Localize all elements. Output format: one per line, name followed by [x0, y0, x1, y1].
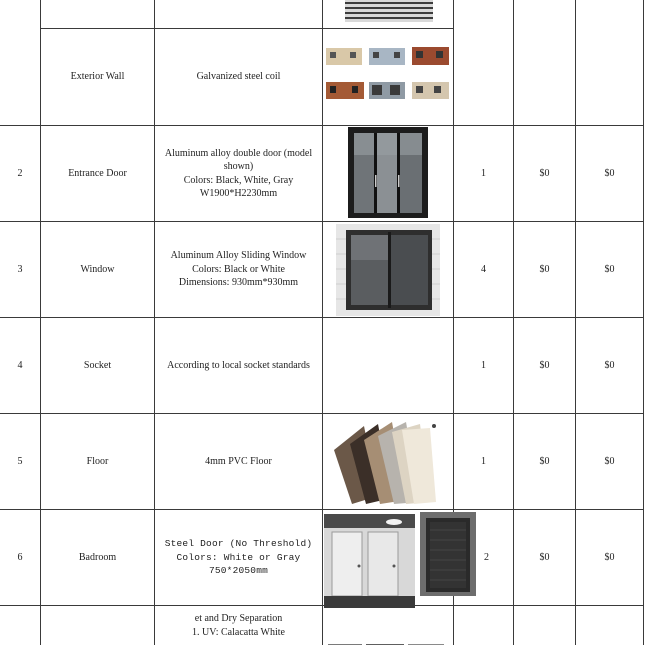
spec-cell [155, 29, 322, 125]
unit-price: $0 [539, 263, 550, 275]
spec-line: According to local socket standards [167, 359, 310, 371]
quantity-cell [454, 318, 513, 413]
total-price: $0 [604, 551, 615, 563]
row-number: 3 [17, 263, 23, 275]
quantity-cell [454, 222, 513, 317]
spec-cell [155, 414, 322, 509]
row-number: 6 [17, 551, 23, 563]
grid-line [0, 605, 644, 606]
unit-price: $0 [539, 167, 550, 179]
spec-line: shown) [223, 161, 254, 172]
total-price-cell [576, 414, 643, 509]
row-number-cell [0, 510, 40, 605]
quantity: 1 [481, 455, 486, 467]
row-number: 2 [17, 167, 23, 179]
item-name: Window [80, 263, 115, 275]
total-price-cell [576, 510, 643, 605]
spec-cell [155, 222, 322, 317]
sliding-window-photo [336, 224, 440, 316]
spec-line: W1900*H2230mm [199, 188, 278, 199]
item-name: Exterior Wall [70, 71, 125, 83]
total-price: $0 [604, 263, 615, 275]
spec-line: 1. UV: Calacatta White [192, 626, 285, 638]
spec-cell [155, 318, 322, 413]
row-number-cell [0, 318, 40, 413]
item-cell [41, 318, 154, 413]
item-cell [41, 29, 154, 125]
container-house-thumbnails [324, 40, 451, 106]
quantity: 1 [481, 359, 486, 371]
spec-line: Aluminum alloy double door (model [164, 147, 313, 159]
row-number-cell [0, 414, 40, 509]
bathroom-photo-partial [328, 638, 446, 645]
total-price: $0 [604, 167, 615, 179]
total-price-cell [576, 222, 643, 317]
dark-door-photo [420, 512, 476, 596]
spec-line: Colors: White or Gray [176, 551, 301, 563]
spec-line: Steel Door (No Threshold) [164, 538, 313, 550]
item-name: Entrance Door [68, 167, 127, 179]
spec-cell [155, 612, 322, 642]
unit-price: $0 [539, 359, 550, 371]
spec-line: Galvanized steel coil [196, 71, 281, 83]
row-number: 4 [17, 359, 23, 371]
grid-line [643, 0, 644, 645]
row-number: 5 [17, 455, 23, 467]
unit-price-cell [514, 510, 575, 605]
spec-line: 750*2050mm [208, 565, 268, 577]
unit-price: $0 [539, 455, 550, 467]
item-cell [41, 510, 154, 605]
quantity: 1 [481, 167, 486, 179]
quantity: 2 [484, 551, 489, 563]
row-number-cell [0, 126, 40, 221]
spec-line: Aluminum Alloy Sliding Window [170, 250, 307, 262]
steel-door-photo [324, 514, 415, 608]
total-price: $0 [604, 455, 615, 467]
total-price-cell [576, 318, 643, 413]
item-cell [41, 126, 154, 221]
unit-price-cell [514, 414, 575, 509]
row-number-cell [0, 222, 40, 317]
item-cell [41, 222, 154, 317]
unit-price-cell [514, 126, 575, 221]
spec-line: Dimensions: 930mm*930mm [178, 277, 299, 289]
unit-price-cell [514, 318, 575, 413]
double-door-photo [348, 127, 428, 218]
item-name: Badroom [78, 551, 117, 563]
spec-line: Colors: Black or White [192, 263, 285, 275]
grid-line [322, 0, 323, 645]
quantity-cell [454, 414, 513, 509]
quantity-cell [480, 510, 513, 605]
quantity: 4 [481, 263, 486, 275]
total-price-cell [576, 126, 643, 221]
unit-price: $0 [539, 551, 550, 563]
spec-cell [155, 510, 322, 605]
item-name: Socket [83, 359, 112, 371]
unit-price-cell [514, 222, 575, 317]
spec-cell [155, 126, 322, 221]
spec-line: et and Dry Separation [194, 613, 283, 624]
steel-coil-photo [345, 0, 433, 22]
item-cell [41, 414, 154, 509]
spec-line: Colors: Black, White, Gray [183, 174, 294, 186]
total-price: $0 [604, 359, 615, 371]
pvc-floor-samples-photo [330, 418, 440, 506]
item-name: Floor [86, 455, 109, 467]
spec-line: 4mm PVC Floor [205, 455, 272, 467]
quantity-cell [454, 126, 513, 221]
